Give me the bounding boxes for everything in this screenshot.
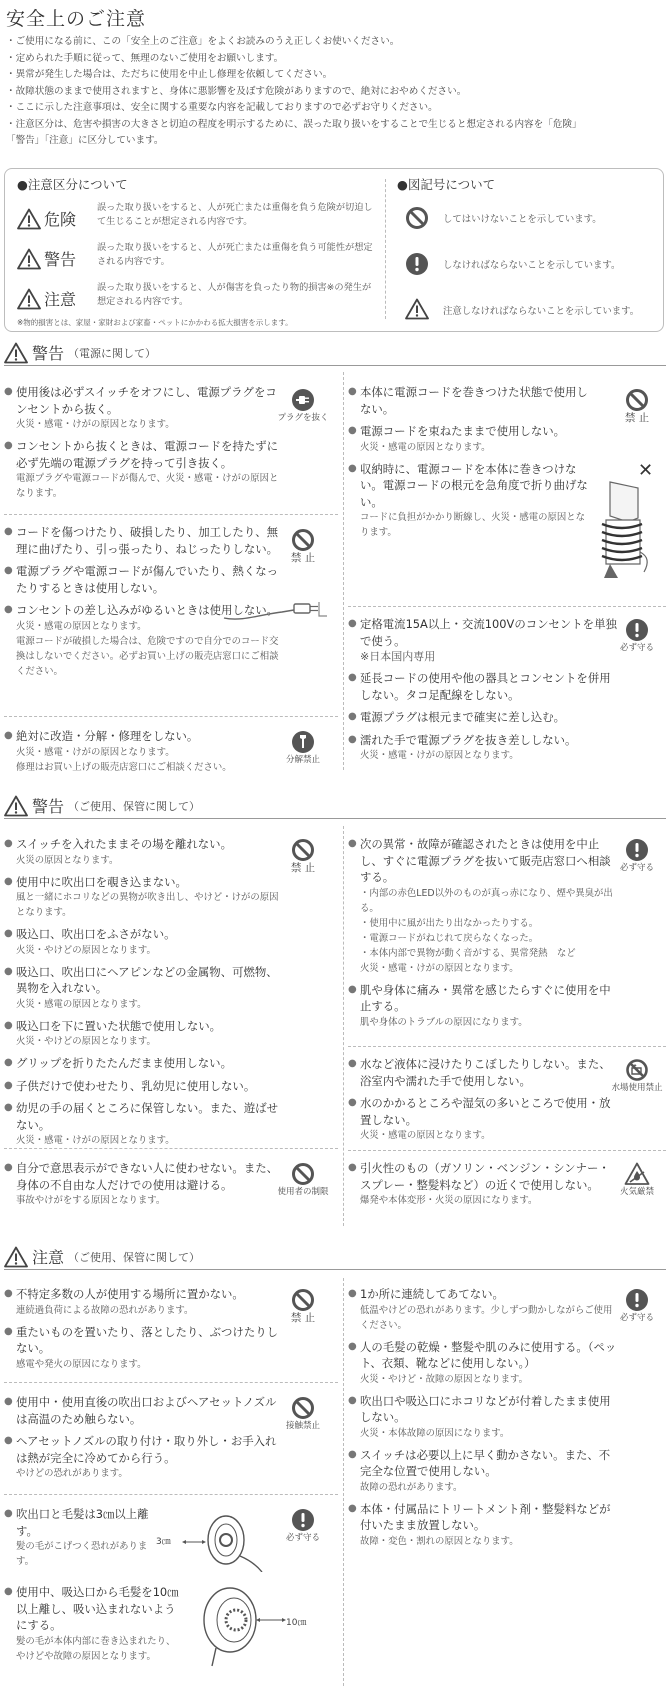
caution-item: ● 水のかかるところや湿気の多いところで使用・放置しない。 <box>348 1095 620 1128</box>
caution-item: ● 自分で意思表示ができない人に使わせない。また、身体の不自由な人だけでの使用は避ける。 <box>4 1160 280 1193</box>
plug-unplug-icon <box>276 388 330 423</box>
caution-item: ● 絶対に改造・分解・修理をしない。 <box>4 728 280 745</box>
section-subtitle: （ご使用、保管に関して） <box>68 1250 201 1264</box>
caution-detail: 連続過負荷による故障の恐れがあります。 <box>16 1304 194 1316</box>
caution-triangle-icon <box>4 342 28 364</box>
mandatory-icon <box>610 618 664 653</box>
section-subtitle: （ご使用、保管に関して） <box>68 799 201 813</box>
intro-item: ・ ここに示した注意事項は、安全に関する重要な内容を記載しておりますので必ずお守りください。 <box>6 100 664 117</box>
prohibition-icon <box>276 838 330 873</box>
caution-item: ● グリップを折りたたんだまま使用しない。 <box>4 1055 280 1072</box>
caution-item: ● 使用中に吹出口を覗き込まない。 <box>4 874 280 891</box>
prohibition-icon <box>610 388 664 423</box>
caution-triangle-icon <box>4 795 28 817</box>
intro-item: ・ 異常が発生した場合は、ただちに使用を中止し修理を依頼してください。 <box>6 67 664 84</box>
dryer-outlet-illustration <box>156 1512 266 1572</box>
intro-item: ・ 注意区分は、危害や損害の大きさと切迫の程度を明示するために、誤った取り扱いをすることで生じると想定される内容を「危険」 <box>6 117 664 134</box>
caution-detail: 火災・感電・けがの原因となります。 <box>360 750 519 761</box>
caution-detail: 電源プラグや電源コードが傷んで、火災・感電・けがの原因となります。 <box>16 473 279 499</box>
caution-triangle-icon <box>4 1246 28 1268</box>
caution-item: ● 重たいものを置いたり、落としたり、ぶつけたりしない。 <box>4 1324 280 1357</box>
no-water-icon <box>610 1058 664 1093</box>
caution-item: ● 延長コードの使用や他の器具とコンセントを併用しない。タコ足配線をしない。 <box>348 670 620 703</box>
no-fire-icon <box>610 1162 664 1197</box>
caution-item: ● 吸込口、吹出口をふさがない。 <box>4 926 280 943</box>
legend-symbols-title: ●図記号について <box>397 177 496 192</box>
caution-detail: 故障・変色・割れの原因となります。 <box>360 1535 519 1547</box>
caution-detail: 火災・感電の原因となります。 <box>360 1130 491 1141</box>
icon-caption: 禁 止 <box>290 552 316 564</box>
intro-item: 「警告」「注意」に区分しています。 <box>6 135 164 146</box>
domestic-note: ※日本国内専用 <box>360 650 436 663</box>
legend-label: 注意 <box>44 290 77 309</box>
caution-detail: 爆発や本体変形・火災の原因になります。 <box>360 1195 538 1206</box>
mandatory-icon <box>610 838 664 873</box>
caution-item: ● 次の異常・故障が確認されたときは使用を中止し、すぐに電源プラグを抜いて販売店窓口へ相談する。 <box>348 836 620 886</box>
caution-item: ● 収納時に、電源コードを本体に巻きつけない。電源コードの根元を急角度で折り曲げない。 <box>348 461 588 511</box>
section-caution-usage <box>4 1244 666 1270</box>
icon-caption: 接触禁止 <box>285 1421 320 1431</box>
icon-caption: 必ず守る <box>619 1313 654 1323</box>
s1-block-cord-wrap <box>348 384 588 540</box>
icon-caption: 使用者の制限 <box>277 1187 329 1197</box>
caution-item: ● 本体に電源コードを巻きつけた状態で使用しない。 <box>348 384 588 417</box>
caution-item: ● 子供だけで使わせたり、乳幼児に使用しない。 <box>4 1078 280 1095</box>
svg-text:✕: ✕ <box>638 462 654 481</box>
loose-plug-illustration <box>222 598 332 626</box>
legend-row-warning <box>17 237 373 277</box>
distance-label: 10㎝ <box>286 1618 307 1628</box>
caution-detail: 事故やけがをする原因となります。 <box>16 1195 166 1206</box>
legend-box <box>4 168 664 332</box>
dryer-cord-wrap-illustration <box>590 462 660 586</box>
caution-detail: 火災・感電の原因となります。 <box>16 998 147 1010</box>
prohibition-icon <box>405 206 429 230</box>
caution-item: ● 幼児の手の届くところに保管しない。また、遊ばせない。 <box>4 1100 280 1133</box>
caution-detail: 風と一緒にホコリなどの異物が吹き出し、やけど・けがの原因となります。 <box>16 892 279 918</box>
caution-item: ● 吹出口と毛髪は3㎝以上離す。 <box>4 1506 156 1539</box>
s3-block-placement <box>4 1286 280 1372</box>
s3-block-10cm <box>4 1584 184 1664</box>
icon-caption: 禁 止 <box>290 1312 316 1324</box>
icon-caption: 火気厳禁 <box>619 1187 654 1197</box>
intro-list <box>6 34 664 150</box>
caution-detail: 故障の恐れがあります。 <box>360 1481 463 1493</box>
legend-levels <box>17 175 373 328</box>
legend-row-caution <box>17 277 373 317</box>
caution-item: ● 不特定多数の人が使用する場所に置かない。 <box>4 1286 280 1303</box>
caution-detail: 火災・感電・けがの原因となります。 <box>16 419 175 430</box>
s3-block-hot <box>4 1394 280 1481</box>
icon-caption: 禁 止 <box>624 412 650 424</box>
caution-item: ● 吸込口を下に置いた状態で使用しない。 <box>4 1018 280 1035</box>
caution-item: ● 濡れた手で電源プラグを抜き差ししない。 <box>348 732 620 749</box>
icon-caption: 分解禁止 <box>285 755 320 765</box>
caution-detail: 火災・感電の原因となります。 <box>360 441 491 453</box>
caution-item: ● 使用中、吸込口から毛髪を10㎝以上離し、吸い込まれないようにする。 <box>4 1584 184 1634</box>
page-title: 安全上のご注意 <box>6 8 147 30</box>
icon-caption: プラグを抜く <box>277 413 329 423</box>
section-title: 警告 <box>32 797 65 816</box>
symbol-desc: 注意しなければならないことを示しています。 <box>443 306 640 317</box>
caution-detail: 低温やけどの恐れがあります。少しずつ動かしながらご使用ください。 <box>360 1304 613 1331</box>
caution-item: ● 使用後は必ずスイッチをオフにし、電源プラグをコンセントから抜く。 <box>4 384 280 417</box>
legend-label: 警告 <box>44 250 77 269</box>
caution-detail: 火災・感電の原因となります。 <box>16 620 147 632</box>
section-warning-usage <box>4 793 666 819</box>
legend-row-danger <box>17 197 373 237</box>
caution-item: ● 電源コードを束ねたままで使用しない。 <box>348 423 588 440</box>
caution-item: ● コンセントの差し込みがゆるいときは使用しない。 <box>4 602 280 619</box>
caution-detail: 火災・やけど・故障の原因となります。 <box>360 1373 529 1385</box>
mandatory-icon <box>610 1288 664 1323</box>
caution-detail: 火災・感電・けがの原因となります。 <box>16 746 175 758</box>
caution-item: ● 1か所に連続してあてない。 <box>348 1286 620 1303</box>
legend-desc: 誤った取り扱いをすると、人が傷害を負ったり物的損害※の発生が想定される内容です。 <box>97 282 372 307</box>
caution-detail: 火災・感電・けがの原因となります。 <box>360 962 519 974</box>
caution-detail: やけどの恐れがあります。 <box>16 1468 128 1479</box>
caution-detail: 火災・感電・けがの原因となります。 <box>16 1135 175 1146</box>
caution-triangle-icon <box>405 298 429 320</box>
caution-item: ● 吸込口、吹出口にヘアピンなどの金属物、可燃物、異物を入れない。 <box>4 964 280 997</box>
caution-item: ● 定格電流15A以上・交流100Vのコンセントを単独で使う。 <box>348 616 620 649</box>
caution-detail: 髪の毛が本体内部に巻き込まれたり、やけどや故障の原因となります。 <box>16 1635 176 1662</box>
mandatory-icon <box>276 1508 330 1543</box>
icon-caption: 水場使用禁止 <box>611 1083 663 1093</box>
user-restriction-icon <box>276 1162 330 1197</box>
icon-caption: 必ず守る <box>285 1533 320 1543</box>
caution-item: ● スイッチを入れたままその場を離れない。 <box>4 836 280 853</box>
distance-label: 3㎝ <box>156 1537 171 1547</box>
caution-detail: 修理はお買い上げの販売店窓口にご相談ください。 <box>16 761 232 773</box>
caution-detail: コードに負担がかかり断線し、火災・感電の原因となります。 <box>360 512 586 538</box>
legend-symbols <box>397 175 657 335</box>
s1-block-disassembly <box>4 728 280 775</box>
section-warning-power <box>4 340 666 366</box>
intro-item: ・ ご使用になる前に、この「安全上のご注意」をよくお読みのうえ正しくお使いください。 <box>6 34 664 51</box>
caution-detail: ・内部の赤色LED以外のものが真っ赤になり、煙や異臭が出る。 <box>360 887 613 914</box>
caution-item: ● コードを傷つけたり、破損したり、加工したり、無理に曲げたり、引っ張ったり、ねじったりしない。 <box>4 524 280 557</box>
s2-block-user-restriction <box>4 1160 280 1208</box>
symbol-desc: しなければならないことを示しています。 <box>443 260 621 271</box>
s2-block-abnormal <box>348 836 620 1030</box>
legend-label: 危険 <box>44 210 77 229</box>
legend-levels-title: ●注意区分について <box>17 177 128 192</box>
legend-note: ※物的損害とは、家屋・家財および家畜・ペットにかかわる拡大損害を示します。 <box>17 318 293 327</box>
caution-item: ● 引火性のもの（ガソリン・ベンジン・シンナー・スプレー・整髪料など）の近くで使用しない。 <box>348 1160 620 1193</box>
mandatory-icon <box>405 252 429 276</box>
section-title: 警告 <box>32 344 65 363</box>
legend-desc: 誤った取り扱いをすると、人が死亡または重傷を負う危険が切迫して生じることが想定される内容です。 <box>97 202 373 227</box>
caution-detail: 感電や発火の原因になります。 <box>16 1358 147 1370</box>
caution-item: ● 肌や身体に痛み・異常を感じたらすぐに使用を中止する。 <box>348 982 620 1015</box>
caution-item: ● コンセントから抜くときは、電源コードを持たずに必ず先端の電源プラグを持って引き抜く。 <box>4 438 280 471</box>
caution-detail: 火災の原因となります。 <box>16 854 119 866</box>
caution-detail: 火災・やけどの原因となります。 <box>16 1036 156 1047</box>
symbol-row-prohibition <box>397 197 657 243</box>
caution-detail: 髪の毛がこげつく恐れがあります。 <box>16 1541 148 1567</box>
s2-block-flammable <box>348 1160 620 1208</box>
icon-caption: 必ず守る <box>619 643 654 653</box>
intro-item: ・ 定められた手順に従って、無理のないご使用をお願いします。 <box>6 51 664 68</box>
caution-triangle-icon <box>17 208 41 230</box>
caution-detail: 火災・やけどの原因となります。 <box>16 944 156 956</box>
caution-detail: ・電源コードがねじれて戻らなくなった。 <box>360 932 539 944</box>
caution-item: ● 使用中・使用直後の吹出口およびヘアセットノズルは高温のため触らない。 <box>4 1394 280 1427</box>
caution-item: ● 電源プラグや電源コードが傷んでいたり、熱くなったりするときは使用しない。 <box>4 563 280 596</box>
symbol-row-caution <box>397 289 657 335</box>
symbol-row-mandatory <box>397 243 657 289</box>
s2-block-prohibitions <box>4 836 280 1148</box>
caution-item: ● ヘアセットノズルの取り付け・取り外し・お手入れは熱が完全に冷めてから行う。 <box>4 1433 280 1466</box>
prohibition-icon <box>276 528 330 563</box>
symbol-desc: してはいけないことを示しています。 <box>443 214 602 225</box>
s1-block-unplug <box>4 384 280 501</box>
caution-item: ● スイッチは必要以上に早く動かさない。また、不完全な位置で使用しない。 <box>348 1447 620 1480</box>
caution-item: ● 吹出口や吸込口にホコリなどが付着したまま使用しない。 <box>348 1393 620 1426</box>
prohibition-icon <box>276 1288 330 1323</box>
caution-item: ● 水など液体に浸けたりこぼしたりしない。また、浴室内や濡れた手で使用しない。 <box>348 1056 620 1089</box>
s2-block-water <box>348 1056 620 1143</box>
legend-desc: 誤った取り扱いをすると、人が死亡または重傷を負う可能性が想定される内容です。 <box>97 242 373 267</box>
no-touch-icon <box>276 1396 330 1431</box>
section-subtitle: （電源に関して） <box>68 346 157 360</box>
caution-detail: ・本体内部で異物が動く音がする、異常発熱 など <box>360 947 576 959</box>
no-disassembly-icon <box>276 730 330 765</box>
intro-item: ・ 故障状態のままで使用されますと、身体に悪影響を及ぼす危険がありますので、絶対におやめください。 <box>6 84 664 101</box>
caution-triangle-icon <box>17 288 41 310</box>
s3-block-misc <box>348 1286 620 1549</box>
caution-detail: 火災・本体故障の原因になります。 <box>360 1427 510 1439</box>
caution-item: ● 人の毛髪の乾燥・整髪や肌のみに使用する。（ペット、衣類、靴などに使用しない。） <box>348 1339 620 1372</box>
section-title: 注意 <box>32 1248 65 1267</box>
s1-block-outlet <box>348 616 620 763</box>
caution-triangle-icon <box>17 248 41 270</box>
s3-block-3cm <box>4 1506 156 1569</box>
caution-detail: 電源コードが破損した場合は、危険ですので自分でのコード交換はしないでください。必ずお買い上げの販売店窓口にご相談ください。 <box>16 635 279 677</box>
caution-detail: 肌や身体のトラブルの原因になります。 <box>360 1016 528 1028</box>
caution-item: ● 電源プラグは根元まで確実に差し込む。 <box>348 709 620 726</box>
caution-item: ● 本体・付属品にトリートメント剤・整髪料などが付いたまま放置しない。 <box>348 1501 620 1534</box>
icon-caption: 必ず守る <box>619 863 654 873</box>
caution-detail: ・使用中に風が出たり出なかったりする。 <box>360 917 539 929</box>
icon-caption: 禁 止 <box>290 862 316 874</box>
